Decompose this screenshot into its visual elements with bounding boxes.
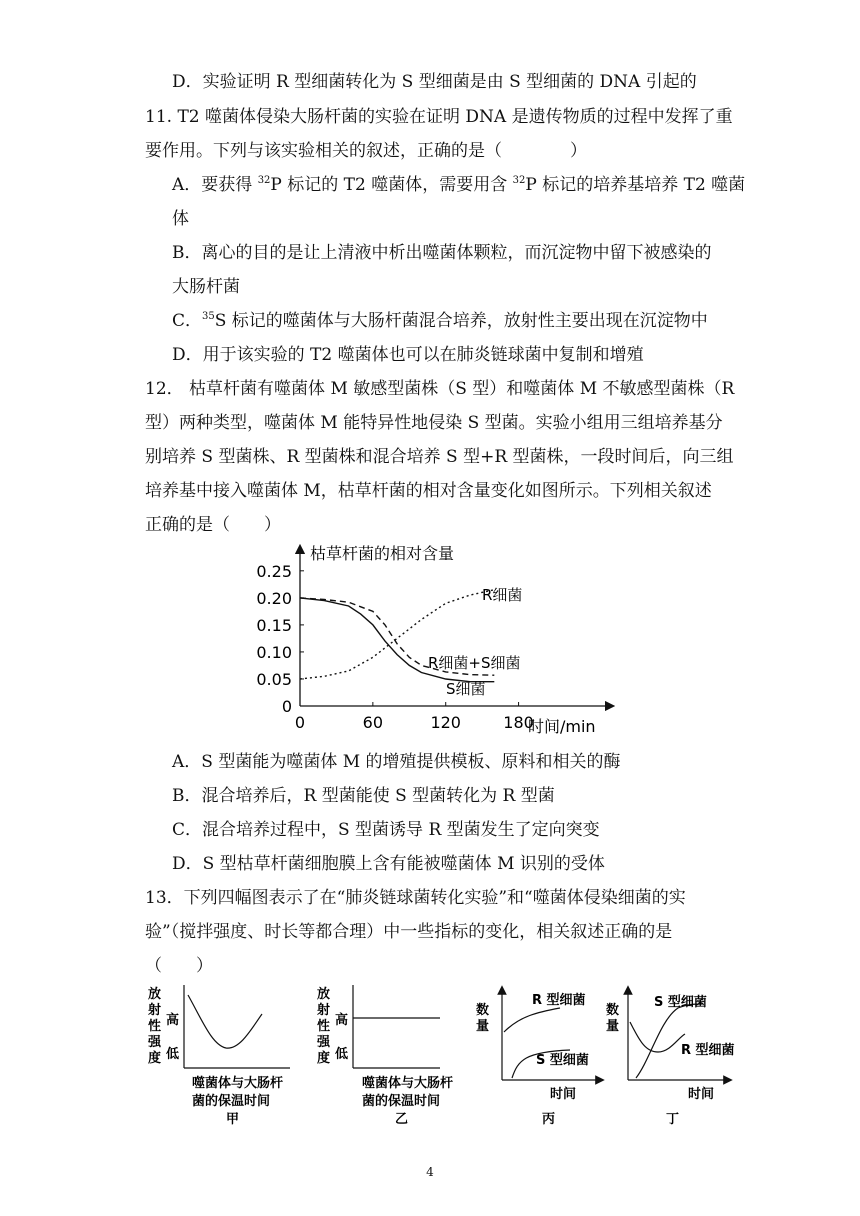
q11-option-c-text: S 标记的噬菌体与大肠杆菌混合培养，放射性主要出现在沉淀物中 xyxy=(214,311,708,331)
q11-option-a-text3: P 标记的培养基培养 T2 噬菌 xyxy=(525,175,746,195)
q11-option-c xyxy=(172,311,708,331)
q12-xlabel: 时间/min xyxy=(528,717,596,736)
bing-ylabel-c2: 量 xyxy=(476,1019,490,1034)
jia-ylabel-c5: 度 xyxy=(148,1051,162,1066)
q13-stem-line2: 验”（搅拌强度、时长等都合理）中一些指标的变化，相关叙述正确的是 xyxy=(145,922,673,942)
jia-low-label: 低 xyxy=(166,1047,180,1062)
jia-xlabel-line1: 噬菌体与大肠杆 xyxy=(192,1076,284,1091)
q13-graphs xyxy=(140,980,760,1130)
q12-ylabel: 枯草杆菌的相对含量 xyxy=(310,544,455,563)
q12-y-tick-label: 0.15 xyxy=(256,615,292,635)
yi-ylabel-c2: 射 xyxy=(317,1003,331,1018)
graph-ding xyxy=(606,990,735,1127)
ding-s-label: S 型细菌 xyxy=(654,995,707,1010)
jia-curve xyxy=(188,995,262,1048)
q12-x-tick-label: 0 xyxy=(294,713,306,732)
q13-stem-line3: （ ） xyxy=(145,956,213,976)
jia-xlabel-line2: 菌的保温时间 xyxy=(192,1094,271,1109)
q13-stem-line1: 13．下列四幅图表示了在“肺炎链球菌转化实验”和“噬菌体侵染细菌的实 xyxy=(145,888,686,908)
bing-r-curve xyxy=(504,1008,560,1032)
q11-option-d: D．用于该实验的 T2 噬菌体也可以在肺炎链球菌中复制和增殖 xyxy=(172,345,644,365)
superscript-32: 32 xyxy=(257,175,271,186)
q12-option-c: C．混合培养过程中，S 型菌诱导 R 型菌发生了定向突变 xyxy=(172,820,600,840)
q10-option-d: D．实验证明 R 型细菌转化为 S 型细菌是由 S 型细菌的 DNA 引起的 xyxy=(172,72,697,92)
q11-option-a-cont: 体 xyxy=(172,209,189,229)
ding-ylabel-c1: 数 xyxy=(606,1003,620,1018)
yi-ylabel-c5: 度 xyxy=(317,1051,331,1066)
ding-s-curve xyxy=(636,1004,702,1078)
bing-ylabel-c1: 数 xyxy=(476,1003,490,1018)
graph-jia xyxy=(147,985,290,1127)
jia-ylabel-c2: 射 xyxy=(148,1003,162,1018)
q12-stem-line2: 型）两种类型，噬菌体 M 能特异性地侵染 S 型菌。实验小组用三组培养基分 xyxy=(145,413,723,433)
q12-series-r-label: R细菌 xyxy=(482,586,523,605)
q11-stem-line1: 11. T2 噬菌体侵染大肠杆菌的实验在证明 DNA 是遗传物质的过程中发挥了重 xyxy=(145,107,733,127)
yi-label: 乙 xyxy=(395,1112,409,1127)
q12-x-tick-label: 60 xyxy=(362,713,384,732)
q12-y-tick-label: 0.20 xyxy=(256,588,292,608)
yi-low-label: 低 xyxy=(335,1047,349,1062)
yi-ylabel-c4: 强 xyxy=(317,1035,331,1050)
ding-r-label: R 型细菌 xyxy=(681,1043,735,1058)
q12-option-d: D．S 型枯草杆菌细胞膜上含有能被噬菌体 M 识别的受体 xyxy=(172,854,605,874)
q11-option-a-text2: P 标记的 T2 噬菌体，需要用含 xyxy=(270,175,513,195)
yi-high-label: 高 xyxy=(335,1013,349,1028)
page-number: 4 xyxy=(426,1165,434,1179)
q12-stem-line1: 12． 枯草杆菌有噬菌体 M 敏感型菌株（S 型）和噬菌体 M 不敏感型菌株（R xyxy=(145,379,735,399)
q11-option-a xyxy=(172,175,745,195)
q12-stem-line5: 正确的是（ ） xyxy=(145,515,281,535)
jia-ylabel-c4: 强 xyxy=(148,1035,162,1050)
bing-r-label: R 型细菌 xyxy=(532,993,586,1008)
bing-s-label: S 型细菌 xyxy=(536,1053,589,1068)
q12-option-a: A．S 型菌能为噬菌体 M 的增殖提供模板、原料和相关的酶 xyxy=(172,752,621,772)
q12-stem-line4: 培养基中接入噬菌体 M，枯草杆菌的相对含量变化如图所示。下列相关叙述 xyxy=(145,481,712,501)
q12-stem-line3: 别培养 S 型菌株、R 型菌株和混合培养 S 型+R 型菌株，一段时间后，向三组 xyxy=(145,447,734,467)
q11-stem-line2: 要作用。下列与该实验相关的叙述，正确的是（ ） xyxy=(145,141,587,161)
yi-ylabel-c1: 放 xyxy=(317,987,331,1002)
ding-xlabel: 时间 xyxy=(688,1087,715,1102)
q12-x-tick-label: 180 xyxy=(503,713,534,732)
superscript-32b: 32 xyxy=(512,175,526,186)
q12-option-b: B．混合培养后，R 型菌能使 S 型菌转化为 R 型菌 xyxy=(172,786,555,806)
superscript-35: 35 xyxy=(202,311,215,322)
q11-option-b-line2: 大肠杆菌 xyxy=(172,277,240,297)
q12-x-tick-label: 120 xyxy=(430,713,461,732)
jia-label: 甲 xyxy=(226,1112,240,1127)
q12-series-rs-label: R细菌+S细菌 xyxy=(428,654,521,673)
ding-ylabel-c2: 量 xyxy=(606,1019,620,1034)
yi-xlabel-line1: 噬菌体与大肠杆 xyxy=(362,1076,454,1091)
q12-y-tick-label: 0.05 xyxy=(256,669,292,689)
q11-option-c-label: C． xyxy=(172,311,203,331)
q11-option-a-text1: A．要获得 xyxy=(172,175,258,195)
bing-xlabel: 时间 xyxy=(550,1087,577,1102)
graph-yi xyxy=(316,985,453,1127)
jia-ylabel-c1: 放 xyxy=(148,987,162,1002)
q11-option-b-line1: B．离心的目的是让上清液中析出噬菌体颗粒，而沉淀物中留下被感染的 xyxy=(172,243,712,263)
yi-xlabel-line2: 菌的保温时间 xyxy=(362,1094,441,1109)
jia-ylabel-c3: 性 xyxy=(148,1019,162,1034)
ding-label: 丁 xyxy=(666,1112,680,1127)
yi-ylabel-c3: 性 xyxy=(317,1019,331,1034)
graph-bing xyxy=(476,990,600,1127)
q12-y-tick-label: 0.10 xyxy=(256,642,292,662)
jia-high-label: 高 xyxy=(166,1013,180,1028)
q12-line-chart xyxy=(250,543,620,743)
bing-label: 丙 xyxy=(542,1112,556,1127)
q12-y-tick-label: 0 xyxy=(281,697,292,716)
q12-y-tick-label: 0.25 xyxy=(256,561,292,581)
q12-series-s-label: S细菌 xyxy=(446,679,486,698)
